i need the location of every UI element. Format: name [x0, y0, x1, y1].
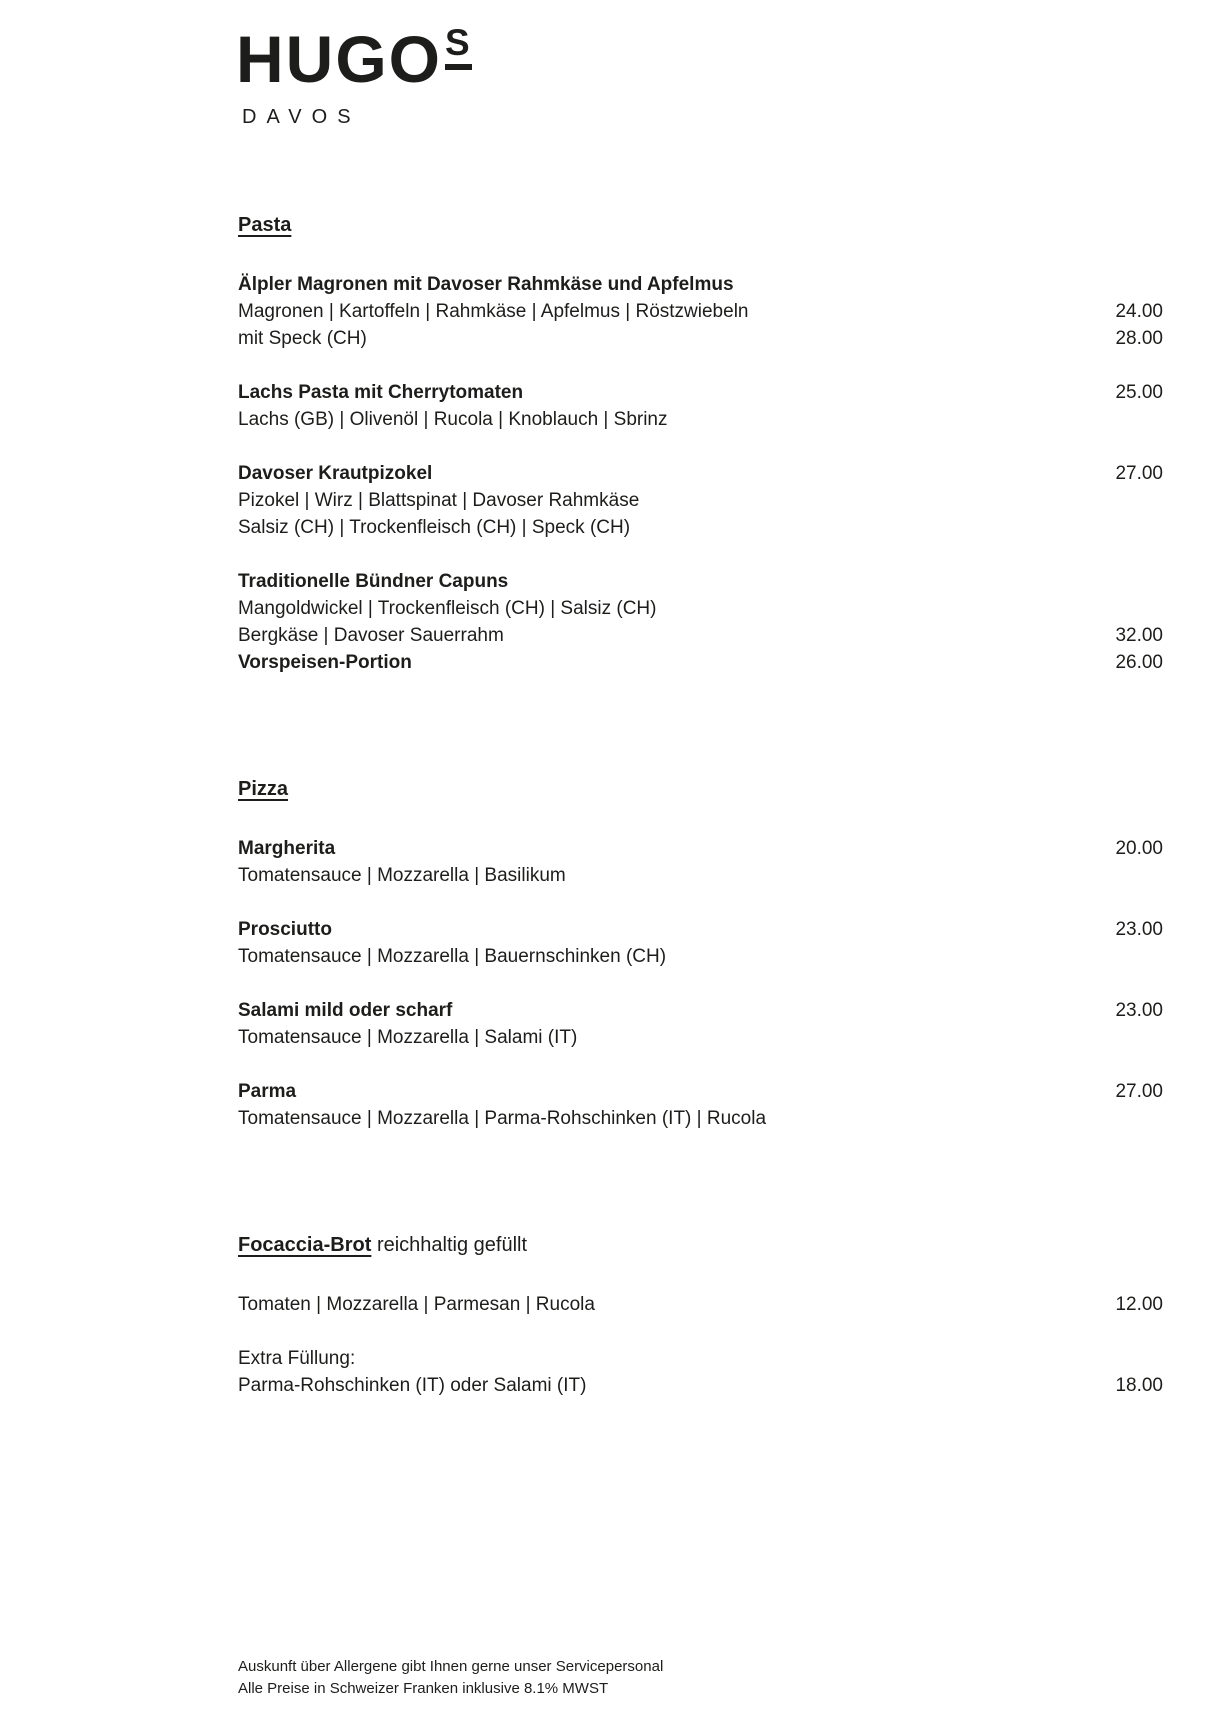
item-description: Tomatensauce | Mozzarella | Basilikum [238, 865, 566, 886]
menu-item [238, 379, 1163, 433]
menu-row [238, 271, 1163, 298]
item-description: Extra Füllung: [238, 1348, 356, 1369]
item-title: Älpler Magronen mit Davoser Rahmkäse und Apfelmus [238, 274, 734, 295]
section-heading-label: Pizza [238, 778, 289, 800]
menu-item [238, 271, 1163, 352]
menu-row [238, 298, 1163, 325]
item-description: Mangoldwickel | Trockenfleisch (CH) | Salsiz (CH) [238, 598, 657, 619]
item-description: Pizokel | Wirz | Blattspinat | Davoser Rahmkäse [238, 490, 640, 511]
footer-price-note: Alle Preise in Schweizer Franken inklusive 8.1% MWST [238, 1680, 609, 1697]
footer [238, 1656, 663, 1700]
menu-row [238, 943, 1163, 970]
menu-row [238, 1372, 1163, 1399]
menu-item [238, 1078, 1163, 1132]
logo-brand: HUGO [236, 22, 442, 96]
menu-row [238, 568, 1163, 595]
menu-row [238, 1024, 1163, 1051]
item-description: Magronen | Kartoffeln | Rahmkäse | Apfelmus | Röstzwiebeln [238, 301, 749, 322]
menu-section-pizza [238, 776, 1163, 1132]
menu-row [238, 1105, 1163, 1132]
item-price: 32.00 [1115, 625, 1163, 646]
item-price: 20.00 [1115, 838, 1163, 859]
item-title: Parma [238, 1081, 297, 1102]
section-heading-label: Pasta [238, 214, 292, 236]
item-price: 26.00 [1115, 652, 1163, 673]
menu-row [238, 1078, 1163, 1105]
menu-row [238, 487, 1163, 514]
item-price: 28.00 [1115, 328, 1163, 349]
item-description: Bergkäse | Davoser Sauerrahm [238, 625, 504, 646]
menu-row [238, 595, 1163, 622]
footer-allergen-note: Auskunft über Allergene gibt Ihnen gerne unser Servicepersonal [238, 1658, 664, 1675]
menu-item [238, 835, 1163, 889]
item-price: 23.00 [1115, 1000, 1163, 1021]
item-description: Tomatensauce | Mozzarella | Bauernschinken (CH) [238, 946, 667, 967]
item-title: Salami mild oder scharf [238, 1000, 453, 1021]
item-description: Lachs (GB) | Olivenöl | Rucola | Knoblauch | Sbrinz [238, 409, 668, 430]
menu-section-pasta [238, 212, 1163, 676]
menu-sections [238, 212, 1163, 1399]
menu-row [238, 1291, 1163, 1318]
menu-row [238, 325, 1163, 352]
item-price: 12.00 [1115, 1294, 1163, 1315]
item-description: Tomaten | Mozzarella | Parmesan | Rucola [238, 1294, 595, 1315]
menu-row [238, 916, 1163, 943]
menu-item [238, 568, 1163, 676]
item-price: 23.00 [1115, 919, 1163, 940]
menu-item [238, 997, 1163, 1051]
logo [236, 22, 472, 129]
section-heading [238, 776, 1163, 803]
menu-row [238, 406, 1163, 433]
menu-section-focaccia-brot [238, 1232, 1163, 1399]
section-heading-label: Focaccia-Brot [238, 1234, 372, 1256]
item-title: Traditionelle Bündner Capuns [238, 571, 509, 592]
item-price: 24.00 [1115, 301, 1163, 322]
item-price: 27.00 [1115, 463, 1163, 484]
item-description: Parma-Rohschinken (IT) oder Salami (IT) [238, 1375, 587, 1396]
item-description: mit Speck (CH) [238, 328, 367, 349]
menu-row [238, 997, 1163, 1024]
item-title: Davoser Krautpizokel [238, 463, 433, 484]
item-description: Salsiz (CH) | Trockenfleisch (CH) | Speck (CH) [238, 517, 631, 538]
section-heading [238, 212, 1163, 239]
item-description: Tomatensauce | Mozzarella | Parma-Rohschinken (IT) | Rucola [238, 1108, 767, 1129]
menu-row [238, 622, 1163, 649]
section-heading-suffix: reichhaltig gefüllt [376, 1234, 528, 1256]
menu-item [238, 1345, 1163, 1399]
logo-wordmark [236, 22, 472, 96]
item-price: 18.00 [1115, 1375, 1163, 1396]
item-title: Prosciutto [238, 919, 332, 940]
menu-row [238, 862, 1163, 889]
menu-row [238, 835, 1163, 862]
item-price: 25.00 [1115, 382, 1163, 403]
menu-row [238, 514, 1163, 541]
item-description: Vorspeisen-Portion [238, 652, 412, 673]
item-price: 27.00 [1115, 1081, 1163, 1102]
item-title: Margherita [238, 838, 336, 859]
logo-subtitle: DAVOS [242, 106, 361, 128]
menu-item [238, 1291, 1163, 1318]
item-description: Tomatensauce | Mozzarella | Salami (IT) [238, 1027, 578, 1048]
menu-row [238, 460, 1163, 487]
item-title: Lachs Pasta mit Cherrytomaten [238, 382, 524, 403]
menu-item [238, 916, 1163, 970]
menu-row [238, 379, 1163, 406]
menu-item [238, 460, 1163, 541]
section-heading [238, 1232, 1163, 1259]
logo-brand-sup: S [445, 26, 472, 70]
menu-row [238, 1345, 1163, 1372]
menu-row [238, 649, 1163, 676]
